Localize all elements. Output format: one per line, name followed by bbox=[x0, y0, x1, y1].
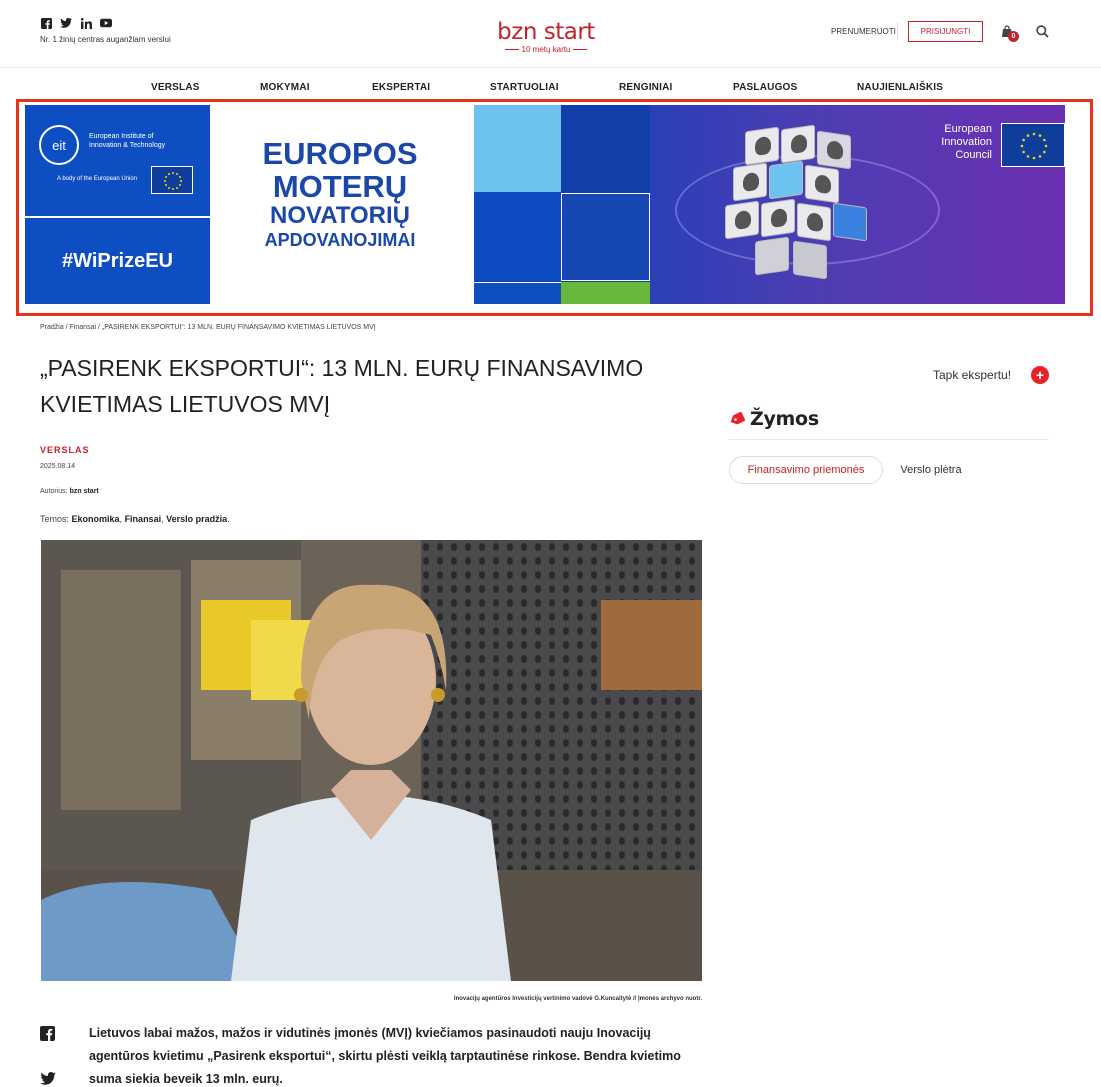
tags-header bbox=[729, 408, 1049, 440]
banner-title-line-2: MOTERŲ bbox=[272, 169, 408, 204]
banner-color-blocks bbox=[474, 105, 650, 304]
logo-wordmark: bzn start bbox=[497, 19, 595, 45]
ad-banner[interactable] bbox=[25, 105, 1065, 304]
twitter-share-icon[interactable] bbox=[40, 1072, 56, 1086]
topic-link[interactable]: Verslo pradžia bbox=[166, 514, 228, 524]
nav-item-verslas[interactable]: VERSLAS bbox=[151, 82, 200, 93]
eu-flag-icon bbox=[1001, 123, 1065, 167]
eic-logo-text bbox=[912, 123, 992, 162]
nav-item-paslaugos[interactable]: PASLAUGOS bbox=[733, 82, 798, 93]
eit-body-text: A body of the European Union bbox=[57, 176, 138, 182]
plus-icon[interactable]: + bbox=[1031, 366, 1049, 384]
banner-block bbox=[561, 193, 650, 281]
author-name[interactable]: bzn start bbox=[69, 488, 99, 495]
tags-title: Žymos bbox=[750, 408, 819, 430]
topic-link[interactable]: Finansai bbox=[124, 514, 162, 524]
logo-subtitle bbox=[496, 45, 596, 54]
main-nav bbox=[0, 69, 1101, 103]
search-icon[interactable] bbox=[1036, 25, 1050, 39]
eit-logo: eit bbox=[39, 125, 79, 165]
site-tagline: Nr. 1 žinių centras auganžiam verslui bbox=[40, 35, 171, 44]
nav-item-ekspertai[interactable]: EKSPERTAI bbox=[372, 82, 431, 93]
eit-name-line-1: European Institute of bbox=[89, 133, 154, 140]
subscribe-link[interactable]: PRENUMERUOTI bbox=[831, 27, 896, 36]
site-logo[interactable] bbox=[496, 20, 596, 54]
article-title: „PASIRENK EKSPORTUI“: 13 MLN. EURŲ FINANSAVIMO KVIETIMAS LIETUVOS MVĮ bbox=[40, 355, 644, 417]
eic-line-1: European bbox=[944, 123, 992, 135]
banner-title-line-4: APDOVANOJIMAI bbox=[264, 230, 416, 250]
eic-line-2: Innovation bbox=[941, 136, 992, 148]
twitter-icon[interactable] bbox=[60, 17, 72, 29]
banner-block bbox=[474, 105, 561, 192]
article-author bbox=[40, 488, 99, 495]
facebook-share-icon[interactable] bbox=[40, 1026, 55, 1041]
tag-chip[interactable]: Verslo plėtra bbox=[900, 464, 962, 476]
breadcrumb[interactable]: Pradžia / Finansai / „PASIRENK EKSPORTUI“: 13 MLN. EURŲ FINANSAVIMO KVIETIMAS LIETUVOS MVĮ bbox=[40, 324, 376, 331]
site-header bbox=[0, 0, 1101, 68]
eic-line-3: Council bbox=[955, 149, 992, 161]
tag-chip[interactable]: Finansavimo priemonės bbox=[729, 456, 883, 484]
banner-title-line-3: NOVATORIŲ bbox=[269, 202, 410, 229]
eit-name-line-2: Innovation & Technology bbox=[89, 142, 166, 149]
banner-hashtag: #WiPrizeEU bbox=[25, 218, 210, 304]
banner-block bbox=[474, 192, 561, 281]
tag-icon bbox=[729, 412, 745, 426]
author-label: Autorius: bbox=[40, 488, 68, 495]
article-date: 2025.08.14 bbox=[40, 463, 76, 470]
linkedin-icon[interactable] bbox=[80, 17, 92, 29]
eit-logo-block bbox=[25, 105, 210, 216]
portrait-cube-image bbox=[715, 127, 860, 287]
topics-label: Temos: bbox=[40, 514, 70, 524]
cart-button[interactable] bbox=[1001, 25, 1019, 43]
banner-title bbox=[230, 137, 450, 251]
youtube-icon[interactable] bbox=[100, 17, 112, 29]
photo-caption: Inovacijų agentūros Investicijų vertinimo vadovė G.Kuncaitytė // Įmonės archyvo nuotr. bbox=[453, 996, 702, 1002]
eit-name bbox=[89, 132, 165, 150]
nav-item-naujienlaiskis[interactable]: NAUJIENLAIŠKIS bbox=[857, 82, 944, 93]
banner-block bbox=[474, 282, 561, 304]
logo-subtitle-text: 10 metų kartu bbox=[521, 45, 571, 54]
social-links bbox=[40, 17, 112, 29]
banner-block bbox=[561, 282, 650, 304]
nav-item-mokymai[interactable]: MOKYMAI bbox=[260, 82, 310, 93]
banner-cube-panel bbox=[650, 105, 1065, 304]
become-expert-link[interactable]: Tapk ekspertu! bbox=[933, 368, 1012, 382]
eu-flag-icon bbox=[151, 166, 193, 194]
article-lead: Lietuvos labai mažos, mažos ir vidutinės įmonės (MVĮ) kviečiamos pasinaudoti nauju Inovacijų agentūros kvietimu „Pasirenk eksportui“, skirtu plėsti veiklą tarptautinėse rinkose. Bendra kvietimo suma siekia beveik 13 mln. eurų. bbox=[89, 1026, 681, 1086]
article-topics: Temos: Ekonomika, Finansai, Verslo pradžia. bbox=[40, 514, 230, 524]
banner-title-line-1: EUROPOS bbox=[262, 136, 418, 171]
nav-item-startuoliai[interactable]: STARTUOLIAI bbox=[490, 82, 559, 93]
cart-count-badge: 0 bbox=[1008, 31, 1019, 42]
nav-item-renginiai[interactable]: RENGINIAI bbox=[619, 82, 673, 93]
login-button[interactable]: PRISIJUNGTI bbox=[908, 21, 983, 42]
header-divider bbox=[897, 22, 898, 40]
facebook-icon[interactable] bbox=[40, 17, 52, 29]
article-photo bbox=[41, 540, 702, 981]
topic-link[interactable]: Ekonomika bbox=[71, 514, 120, 524]
article-category[interactable]: VERSLAS bbox=[40, 445, 90, 455]
